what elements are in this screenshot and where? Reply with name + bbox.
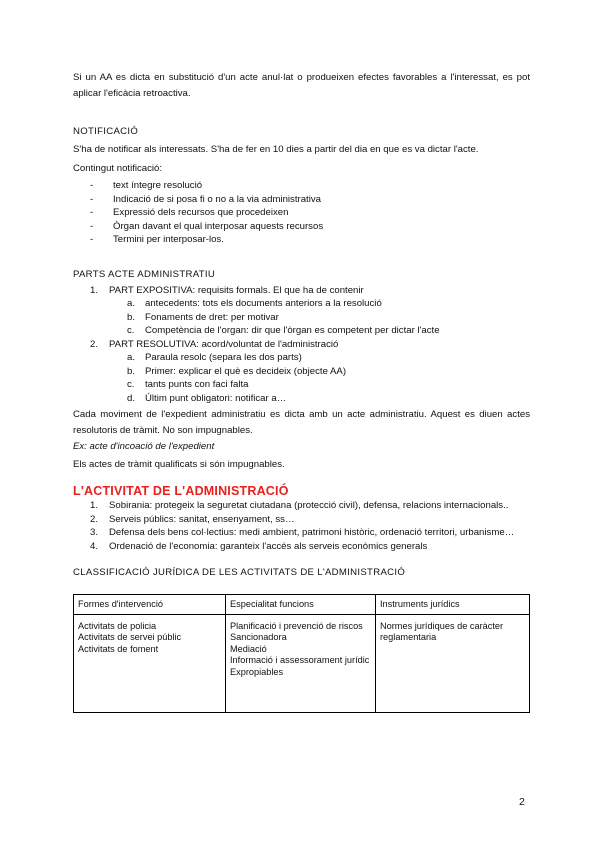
list-item: c. Competència de l'organ: dir que l'òrgan es competent per dictar l'acte: [127, 325, 440, 336]
table-cell: Normes jurídiques de caràcter reglamentaria: [376, 615, 530, 713]
notificacio-list: [73, 179, 530, 247]
list-item: - text íntegre resolució: [90, 180, 203, 191]
table-cell: Planificació i prevenció de riscos Sancionadora Mediació Informació i assessorament jurídic Expropiables: [226, 615, 376, 713]
list-item: b. Primer: explicar el què es decideix (objecte AA): [127, 365, 347, 377]
contingut-label: Contingut notificació:: [73, 163, 163, 174]
page-content: [73, 70, 530, 713]
parts-heading: PARTS ACTE ADMINISTRATIU: [73, 268, 216, 280]
list-item: 1. Sobirania: protegeix la seguretat ciutadana (protecció civil), defensa, relacions internacionals..: [90, 500, 509, 511]
activitat-list: [73, 499, 530, 553]
example-text: Ex: acte d'incoació de l'expedient: [73, 441, 215, 452]
list-item: c. tants punts con faci falta: [127, 379, 249, 390]
list-item: a. antecedents: tots els documents anteriors a la resolució: [127, 298, 382, 309]
list-item: - Indicació de si posa fi o no a la via administrativa: [90, 193, 321, 205]
page-number: 2: [519, 796, 525, 808]
classificacio-table: [73, 594, 530, 713]
table-row: [74, 595, 530, 615]
activitat-heading: L'ACTIVITAT DE L'ADMINISTRACIÓ: [73, 484, 289, 498]
list-item: - Expressió dels recursos que procedeixen: [90, 207, 289, 218]
table-header: Especialitat funcions: [226, 595, 376, 615]
intro-paragraph: Si un AA es dicta en substitució d'un acte anul·lat o produeixen efectes favorables a l'interessat, es pot aplicar l'eficàcia retroactiva.: [73, 72, 530, 99]
classificacio-heading: CLASSIFICACIÓ JURÍDICA DE LES ACTIVITATS DE L'ADMINISTRACIÓ: [73, 567, 406, 578]
table-header: Formes d'intervenció: [74, 595, 226, 615]
list-item: 3. Defensa dels bens col·lectius: medi ambient, patrimoni històric, ordenació territori, urbanisme…: [90, 527, 515, 538]
list-item: a. Paraula resolc (separa les dos parts): [127, 352, 302, 363]
tramit-final: Els actes de tràmit qualificats si són impugnables.: [73, 459, 285, 470]
list-item: b. Fonaments de dret: per motivar: [127, 311, 279, 323]
table-header: Instruments jurídics: [376, 595, 530, 615]
parts-list: [73, 284, 530, 406]
list-item: 4. Ordenació de l'economia: garanteix l'accés als serveis econòmics generals: [90, 540, 428, 552]
list-item: 2. PART RESOLUTIVA: acord/voluntat de l'administració a. Paraula resolc (separa les dos parts) b. Primer: explicar el què es decideix (objecte AA) c. tants punts con faci falta d. Últim punt obligatori: notificar a…: [73, 338, 530, 406]
notificacio-heading: NOTIFICACIÓ: [73, 126, 139, 137]
table-cell: Activitats de policia Activitats de servei públic Activitats de foment: [74, 615, 226, 713]
list-item: 1. PART EXPOSITIVA: requisits formals. El que ha de contenir a. antecedents: tots els documents anteriors a la resolució b. Fonaments de dret: per motivar c. Competència de l'organ: dir que l'òrgan es competent per dictar l'acte: [73, 284, 530, 338]
list-item: - Termini per interposar-los.: [90, 234, 224, 245]
tramit-paragraph: Cada moviment de l'expedient administratiu es dicta amb un acte administratiu. Aquest es diuen actes resolutoris de tràmit. No son impugnables.: [73, 409, 530, 436]
list-item: d. Últim punt obligatori: notificar a…: [127, 392, 287, 404]
notificacio-text: S'ha de notificar als interessats. S'ha de fer en 10 dies a partir del dia en que es va dictar l'acte.: [73, 144, 479, 155]
list-item: 2. Serveis públics: sanitat, ensenyament, ss…: [90, 513, 295, 525]
list-item: - Òrgan davant el qual interposar aquests recursos: [90, 220, 324, 232]
table-row: [74, 615, 530, 713]
